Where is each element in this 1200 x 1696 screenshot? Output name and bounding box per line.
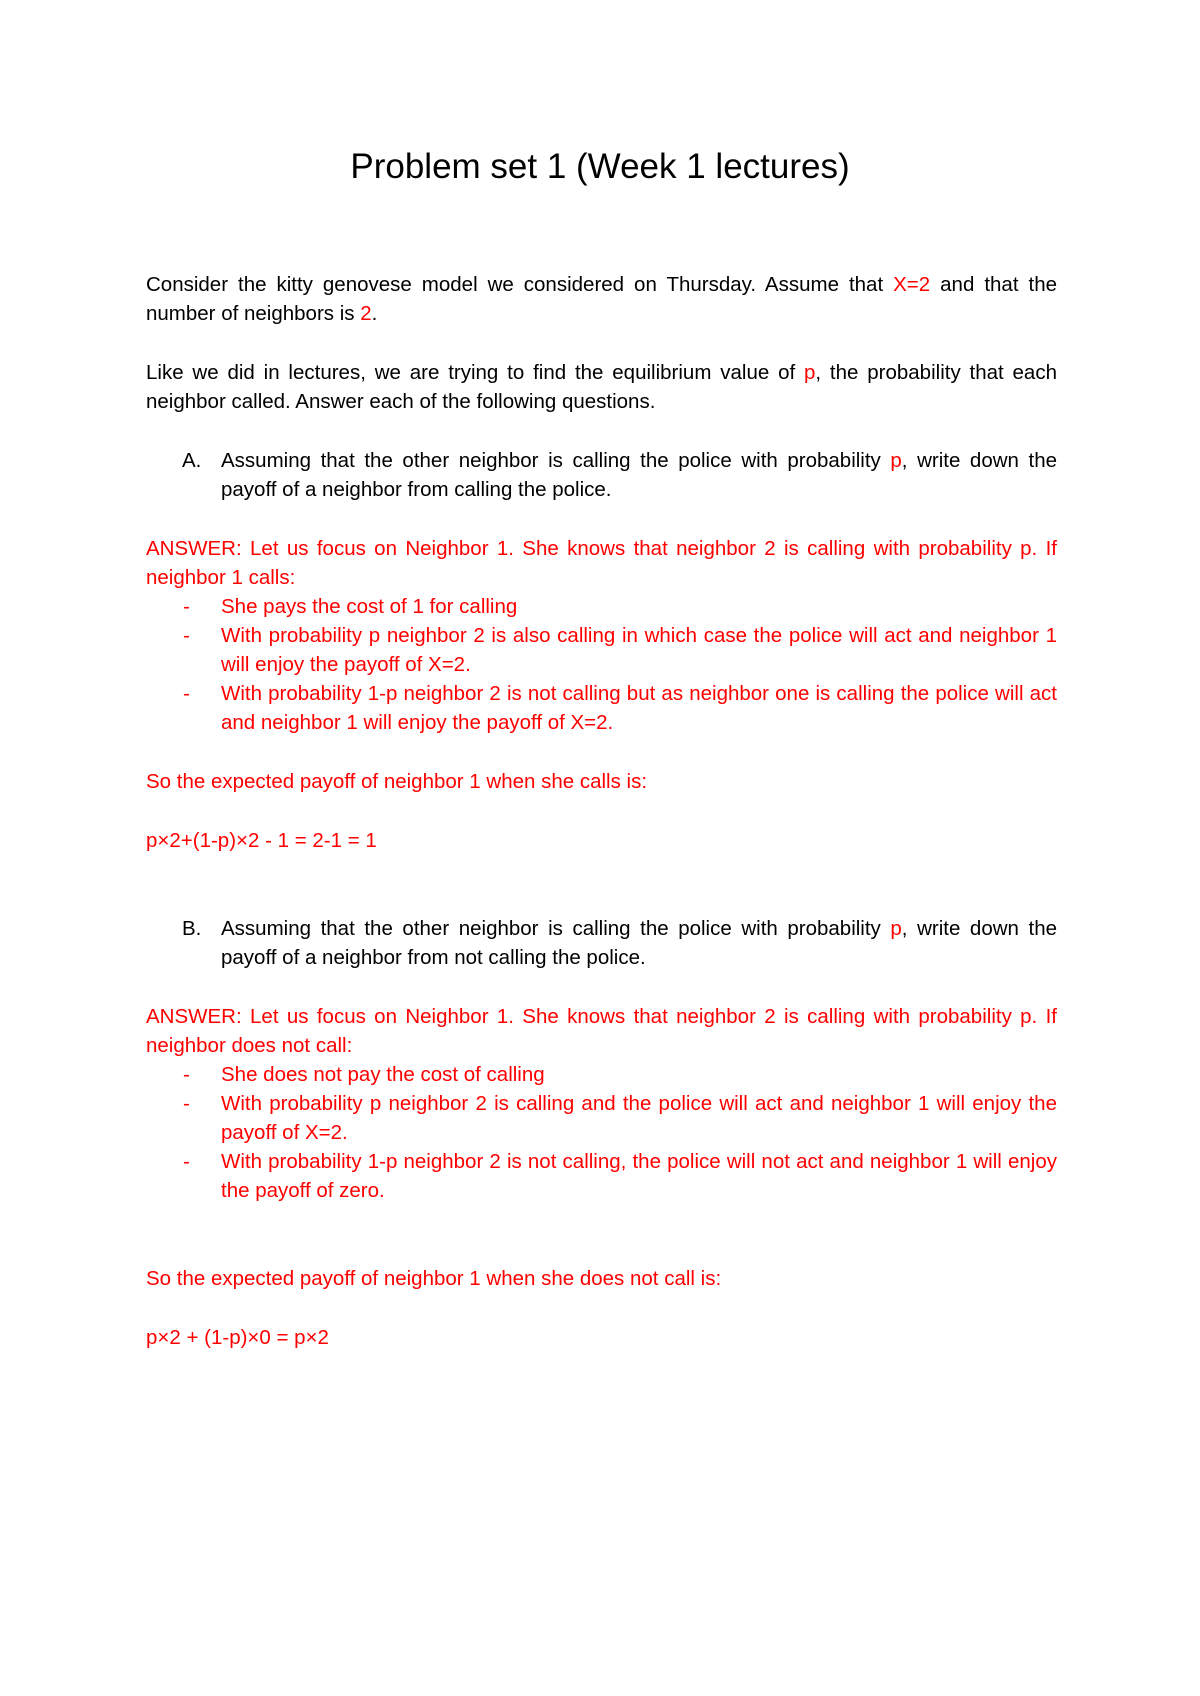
list-item <box>146 1089 1057 1147</box>
answer-b-intro: ANSWER: Let us focus on Neighbor 1. She knows that neighbor 2 is calling with probability p. If neighbor does not call: <box>146 1005 1057 1057</box>
answer-a-intro: ANSWER: Let us focus on Neighbor 1. She knows that neighbor 2 is calling with probability p. If neighbor 1 calls: <box>146 537 1057 589</box>
list-item <box>146 592 1057 621</box>
list-item-text: With probability 1-p neighbor 2 is not calling, the police will not act and neighbor 1 will enjoy the payoff of zero. <box>221 1150 1057 1202</box>
document-body <box>146 270 1057 1352</box>
question-text-part: Assuming that the other neighbor is calling the police with probability <box>221 917 891 940</box>
instructions-paragraph <box>146 358 1057 416</box>
answer-b-list <box>146 1060 1057 1205</box>
question-text-part: , write down the payoff of a neighbor from calling the police. <box>221 449 1057 501</box>
list-item <box>146 1060 1057 1089</box>
list-item-text: She pays the cost of 1 for calling <box>221 595 518 618</box>
intro-text-2: and that the number of neighbors is <box>146 273 1057 325</box>
x-value: X=2 <box>893 273 931 296</box>
dash-bullet: - <box>183 1150 190 1173</box>
list-item-text: With probability p neighbor 2 is also calling in which case the police will act and neighbor 1 will enjoy the payoff of X=2. <box>221 624 1057 676</box>
question-text-part: , write down the payoff of a neighbor from not calling the police. <box>221 917 1057 969</box>
list-item-text: With probability p neighbor 2 is calling and the police will act and neighbor 1 will enjoy the payoff of X=2. <box>221 1092 1057 1144</box>
intro-text-3: . <box>371 302 378 325</box>
question-a <box>146 446 1057 504</box>
intro-paragraph <box>146 270 1057 328</box>
question-letter: B. <box>182 917 202 940</box>
instructions-text: Like we did in lectures, we are trying to find the equilibrium value of <box>146 361 804 384</box>
question-text <box>221 914 1057 972</box>
dash-bullet: - <box>183 624 190 647</box>
instructions-text-2: , the probability that each neighbor called. Answer each of the following questions. <box>146 361 1057 413</box>
expected-payoff-label-a: So the expected payoff of neighbor 1 when she calls is: <box>146 770 648 793</box>
formula-b: p×2 + (1-p)×0 = p×2 <box>146 1326 329 1349</box>
dash-bullet: - <box>183 1063 190 1086</box>
dash-bullet: - <box>183 682 190 705</box>
question-text-part: Assuming that the other neighbor is calling the police with probability <box>221 449 891 472</box>
formula-a: p×2+(1-p)×2 - 1 = 2-1 = 1 <box>146 829 377 852</box>
page-title: Problem set 1 (Week 1 lectures) <box>350 147 850 186</box>
dash-bullet: - <box>183 1092 190 1115</box>
question-text <box>221 446 1057 504</box>
answer-a-list <box>146 592 1057 737</box>
list-item <box>146 679 1057 737</box>
intro-text: Consider the kitty genovese model we considered on Thursday. Assume that <box>146 273 894 296</box>
neighbors-count: 2 <box>360 302 372 325</box>
list-item-text: She does not pay the cost of calling <box>221 1063 545 1086</box>
dash-bullet: - <box>183 595 190 618</box>
question-letter: A. <box>182 449 202 472</box>
list-item <box>146 1147 1057 1205</box>
p-variable: p <box>804 361 816 384</box>
list-item <box>146 621 1057 679</box>
p-variable: p <box>890 917 902 940</box>
question-b <box>146 914 1057 972</box>
expected-payoff-label-b: So the expected payoff of neighbor 1 when she does not call is: <box>146 1267 722 1290</box>
p-variable: p <box>890 449 902 472</box>
list-item-text: With probability 1-p neighbor 2 is not calling but as neighbor one is calling the police will act and neighbor 1 will enjoy the payoff of X=2. <box>221 682 1057 734</box>
